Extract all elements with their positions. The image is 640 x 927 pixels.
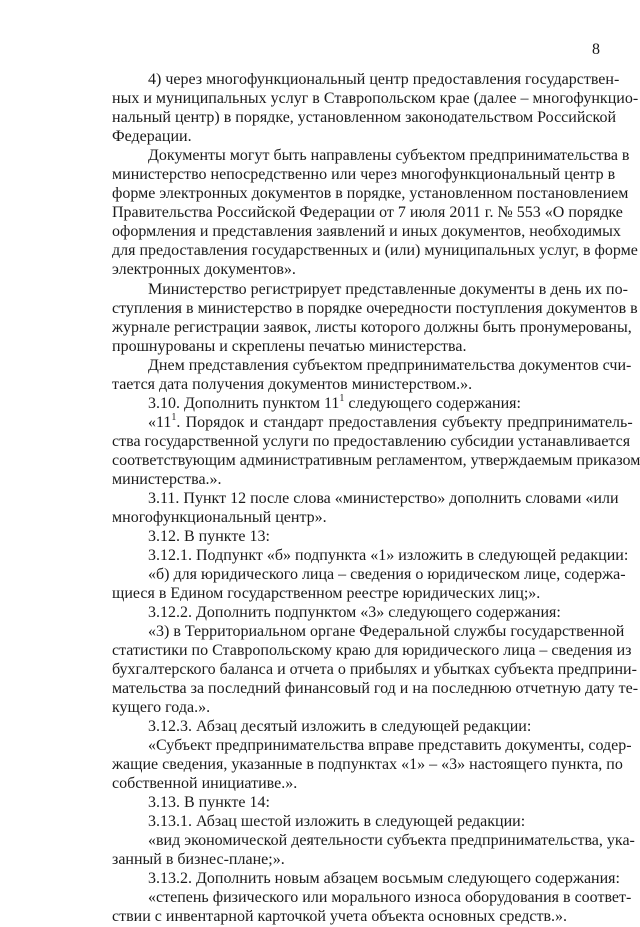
text-line: Федерации. (112, 128, 192, 145)
text-line: прошнурованы и скреплены печатью министерства. (112, 338, 467, 355)
text-line: ства государственной услуги по предоставлению субсидии устанавливается (112, 433, 631, 450)
text-line: занный в бизнес-плане;». (112, 851, 285, 868)
text-line: журнале регистрации заявок, листы которого должны быть пронумерованы, (112, 319, 632, 336)
text-line: ных и муниципальных услуг в Ставропольском крае (далее – многофункцио- (112, 90, 639, 107)
text-line: «степень физического или морального износа оборудования в соответ- (148, 889, 632, 906)
text-line: жащие сведения, указанные в подпунктах «1» – «3» настоящего пункта, по (112, 756, 623, 773)
text-line: соответствующим административным регламентом, утверждаемым приказом (112, 452, 640, 469)
text-line: для предоставления государственных и (или) муниципальных услуг, в форме (112, 242, 638, 259)
text-line: электронных документов». (112, 261, 296, 278)
text-line: бухгалтерского баланса и отчета о прибылях и убытках субъекта предприни- (112, 661, 637, 678)
text-line: «3) в Территориальном органе Федеральной службы государственной (148, 623, 625, 640)
text-line: кущего года.». (112, 699, 211, 716)
text-line: многофункциональный центр». (112, 509, 327, 526)
text-line: Правительства Российской Федерации от 7 июля 2011 г. № 553 «О порядке (112, 204, 623, 221)
text-line: нальный центр) в порядке, установленном законодательством Российской (112, 109, 617, 126)
text-line: оформления и представления заявлений и иных документов, необходимых (112, 223, 621, 240)
text-line: Министерство регистрирует представленные документы в день их по- (148, 281, 628, 298)
text-line: собственной инициативе.». (112, 775, 298, 792)
text-line: мательства за последний финансовый год и на последнюю отчетную дату те- (112, 680, 639, 697)
text-line: «Субъект предпринимательства вправе представить документы, содер- (148, 737, 632, 754)
text-line: министерства.». (112, 471, 222, 488)
text-line: Днем представления субъектом предпринимательства документов счи- (148, 357, 632, 374)
text-line: 3.12.1. Подпункт «б» подпункта «1» изложить в следующей редакции: (148, 547, 629, 564)
superscript: 1 (171, 411, 177, 423)
page-number: 8 (592, 41, 600, 58)
text-line: Документы могут быть направлены субъектом предпринимательства в (148, 147, 630, 164)
text-line (148, 411, 633, 433)
text-line: ствии с инвентарной карточкой учета объекта основных средств.». (112, 908, 568, 925)
text-line: 4) через многофункциональный центр предоставления государствен- (148, 71, 620, 88)
line-part: . Порядок и стандарт предоставления субъекту предприниматель- (176, 414, 633, 431)
text-line: форме электронных документов в порядке, установленном постановлением (112, 185, 629, 202)
text-line: 3.12.2. Дополнить подпунктом «3» следующего содержания: (148, 604, 561, 621)
text-line: министерство непосредственно или через многофункциональный центр в (112, 166, 616, 183)
text-line: «вид экономической деятельности субъекта предпринимательства, ука- (148, 832, 635, 849)
text-line: 3.13. В пункте 14: (148, 794, 270, 811)
superscript: 1 (339, 392, 345, 404)
text-line: 3.11. Пункт 12 после слова «министерство» дополнить словами «или (148, 490, 619, 507)
text-line: 3.12. В пункте 13: (148, 528, 270, 545)
line-part: 3.10. Дополнить пунктом 11 (148, 395, 340, 412)
text-line: статистики по Ставропольскому краю для юридического лица – сведения из (112, 642, 632, 659)
text-line (148, 394, 596, 414)
text-line: ступления в министерство в порядке очередности поступления документов в (112, 300, 638, 317)
text-line: 3.12.3. Абзац десятый изложить в следующей редакции: (148, 718, 532, 735)
text-line: тается дата получения документов министерством.». (112, 376, 473, 393)
text-line: щиеся в Едином государственном реестре юридических лиц;». (112, 585, 541, 602)
line-part: «11 (148, 414, 172, 431)
text-line: «б) для юридического лица – сведения о юридическом лице, содержа- (148, 566, 626, 583)
text-line: 3.13.2. Дополнить новым абзацем восьмым следующего содержания: (148, 870, 620, 887)
text-line: 3.13.1. Абзац шестой изложить в следующей редакции: (148, 813, 526, 830)
line-part: следующего содержания: (348, 395, 521, 412)
